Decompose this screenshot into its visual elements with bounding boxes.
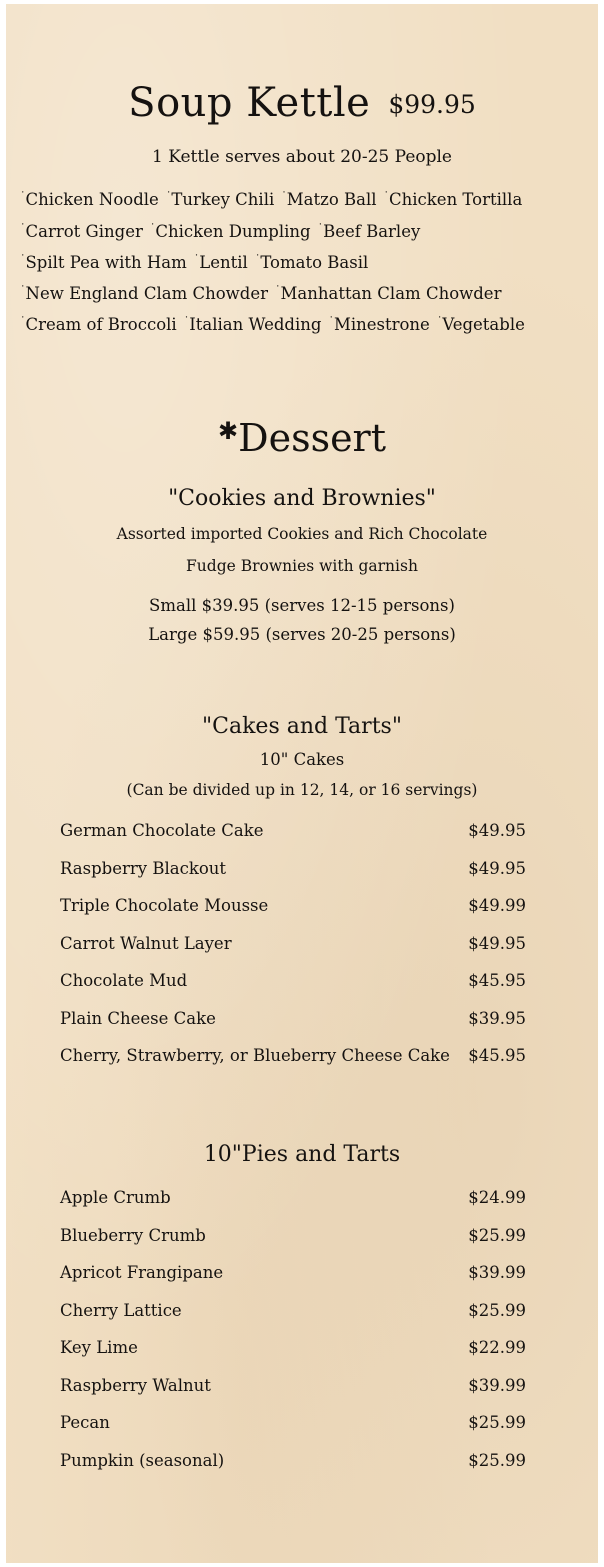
soup-item xyxy=(384,190,523,209)
menu-item-price: $49.95 xyxy=(468,933,526,953)
cakes-title: "Cakes and Tarts" xyxy=(202,714,402,739)
menu-item-name: Plain Cheese Cake xyxy=(60,1008,216,1028)
soup-serves-note: 1 Kettle serves about 20-25 People xyxy=(152,147,452,167)
menu-item-price: $39.99 xyxy=(468,1263,526,1282)
pies-title: 10"Pies and Tarts xyxy=(203,1142,401,1167)
dessert-heading xyxy=(6,416,598,460)
menu-item-name: Pumpkin (seasonal) xyxy=(60,1450,225,1470)
menu-card xyxy=(6,4,598,1563)
soup-item xyxy=(437,315,525,334)
cookies-large-price: Large $59.95 (serves 20-25 persons) xyxy=(148,625,456,644)
soup-item-label: Chicken Tortilla xyxy=(389,190,523,209)
menu-item-name: Apricot Frangipane xyxy=(60,1263,224,1282)
soup-item xyxy=(275,284,501,303)
cookies-desc-line-1: Assorted imported Cookies and Rich Chocolate xyxy=(116,525,488,543)
menu-item-name: Blueberry Crumb xyxy=(60,1225,206,1245)
menu-item-price: $25.99 xyxy=(468,1300,526,1320)
bullet-icon: ˙ xyxy=(20,284,26,297)
bullet-icon: ˙ xyxy=(328,315,334,328)
bullet-icon: ˙ xyxy=(281,190,287,203)
menu-item-price: $39.95 xyxy=(468,1008,526,1028)
menu-item-name: Carrot Walnut Layer xyxy=(60,933,232,953)
soup-item-label: Vegetable xyxy=(442,315,525,334)
soup-item-label: Chicken Dumpling xyxy=(155,222,311,241)
soup-item-label: Italian Wedding xyxy=(189,315,322,334)
soup-item-label: Minestrone xyxy=(333,315,430,334)
soup-item xyxy=(184,315,322,334)
dessert-title: Dessert xyxy=(238,416,386,460)
menu-item-price: $24.99 xyxy=(468,1188,526,1207)
bullet-icon: ˙ xyxy=(254,253,261,266)
soup-price: $99.95 xyxy=(388,90,476,119)
bullet-icon: ˙ xyxy=(383,190,390,203)
menu-item-price: $22.99 xyxy=(468,1338,526,1357)
soup-item xyxy=(20,284,268,303)
soup-item xyxy=(194,253,248,272)
cakes-servings-note: (Can be divided up in 12, 14, or 16 servings) xyxy=(126,781,478,799)
soup-item-label: Matzo Ball xyxy=(286,190,377,209)
soup-item-label: Spilt Pea with Ham xyxy=(25,253,187,272)
menu-item-price: $45.95 xyxy=(468,971,526,990)
bullet-icon: ˙ xyxy=(165,190,172,203)
menu-item-name: Raspberry Walnut xyxy=(60,1375,211,1395)
menu-item-name: Pecan xyxy=(60,1413,110,1432)
menu-item-name: Triple Chocolate Mousse xyxy=(60,896,269,915)
menu-item-name: Cherry, Strawberry, or Blueberry Cheese Cake xyxy=(60,1046,450,1065)
menu-item-name: Chocolate Mud xyxy=(60,971,188,990)
soup-item-label: Lentil xyxy=(199,253,248,272)
soup-item xyxy=(20,315,177,334)
soup-line xyxy=(20,190,529,209)
soup-item xyxy=(20,190,159,209)
soup-item xyxy=(150,222,311,241)
soup-item xyxy=(20,253,187,272)
bullet-icon: ˙ xyxy=(436,315,443,328)
soup-item-label: Turkey Chili xyxy=(171,190,275,209)
menu-item-name: Apple Crumb xyxy=(60,1188,171,1207)
bullet-icon: ˙ xyxy=(20,222,26,235)
menu-item-name: German Chocolate Cake xyxy=(60,821,264,840)
menu-item-price: $25.99 xyxy=(468,1225,526,1245)
soup-item xyxy=(328,315,429,334)
bullet-icon: ˙ xyxy=(193,253,200,266)
cookies-title: "Cookies and Brownies" xyxy=(168,486,436,511)
bullet-icon: ˙ xyxy=(20,315,26,328)
soup-item xyxy=(166,190,274,209)
cookies-desc-line-2: Fudge Brownies with garnish xyxy=(186,557,418,575)
cookies-small-price: Small $39.95 (serves 12-15 persons) xyxy=(149,596,455,615)
soup-item xyxy=(281,190,376,209)
soup-item-label: Cream of Broccoli xyxy=(25,315,177,334)
soup-item xyxy=(255,253,368,272)
soup-line xyxy=(20,222,427,241)
menu-item-price: $39.99 xyxy=(468,1375,526,1395)
bullet-icon: ˙ xyxy=(20,253,26,266)
bullet-icon: ˙ xyxy=(149,222,156,235)
menu-item-name: Raspberry Blackout xyxy=(60,858,227,878)
soup-line xyxy=(20,253,375,272)
menu-item-price: $49.99 xyxy=(468,896,526,915)
cakes-subtitle: 10" Cakes xyxy=(259,750,345,769)
soup-item-label: Carrot Ginger xyxy=(25,222,143,241)
soup-item-label: New England Clam Chowder xyxy=(25,284,269,303)
star-icon: ✱ xyxy=(218,417,239,445)
soup-item-label: Tomato Basil xyxy=(260,253,369,272)
menu-item-price: $49.95 xyxy=(468,821,526,840)
bullet-icon: ˙ xyxy=(317,222,324,235)
soup-line xyxy=(20,284,508,303)
soup-item-label: Chicken Noodle xyxy=(25,190,159,209)
menu-item-price: $49.95 xyxy=(468,858,526,878)
menu-item-price: $25.99 xyxy=(468,1450,526,1470)
bullet-icon: ˙ xyxy=(20,190,26,203)
menu-item-price: $45.95 xyxy=(468,1046,526,1065)
soup-item-label: Manhattan Clam Chowder xyxy=(280,284,502,303)
menu-item-price: $25.99 xyxy=(468,1413,526,1432)
menu-item-name: Cherry Lattice xyxy=(60,1300,182,1320)
menu-item-name: Key Lime xyxy=(60,1338,138,1357)
soup-header xyxy=(6,80,598,126)
soup-item xyxy=(20,222,143,241)
bullet-icon: ˙ xyxy=(275,284,281,297)
soup-line xyxy=(20,315,532,334)
bullet-icon: ˙ xyxy=(183,315,190,328)
soup-item-label: Beef Barley xyxy=(323,222,421,241)
soup-item xyxy=(318,222,421,241)
soup-title: Soup Kettle xyxy=(128,80,371,126)
